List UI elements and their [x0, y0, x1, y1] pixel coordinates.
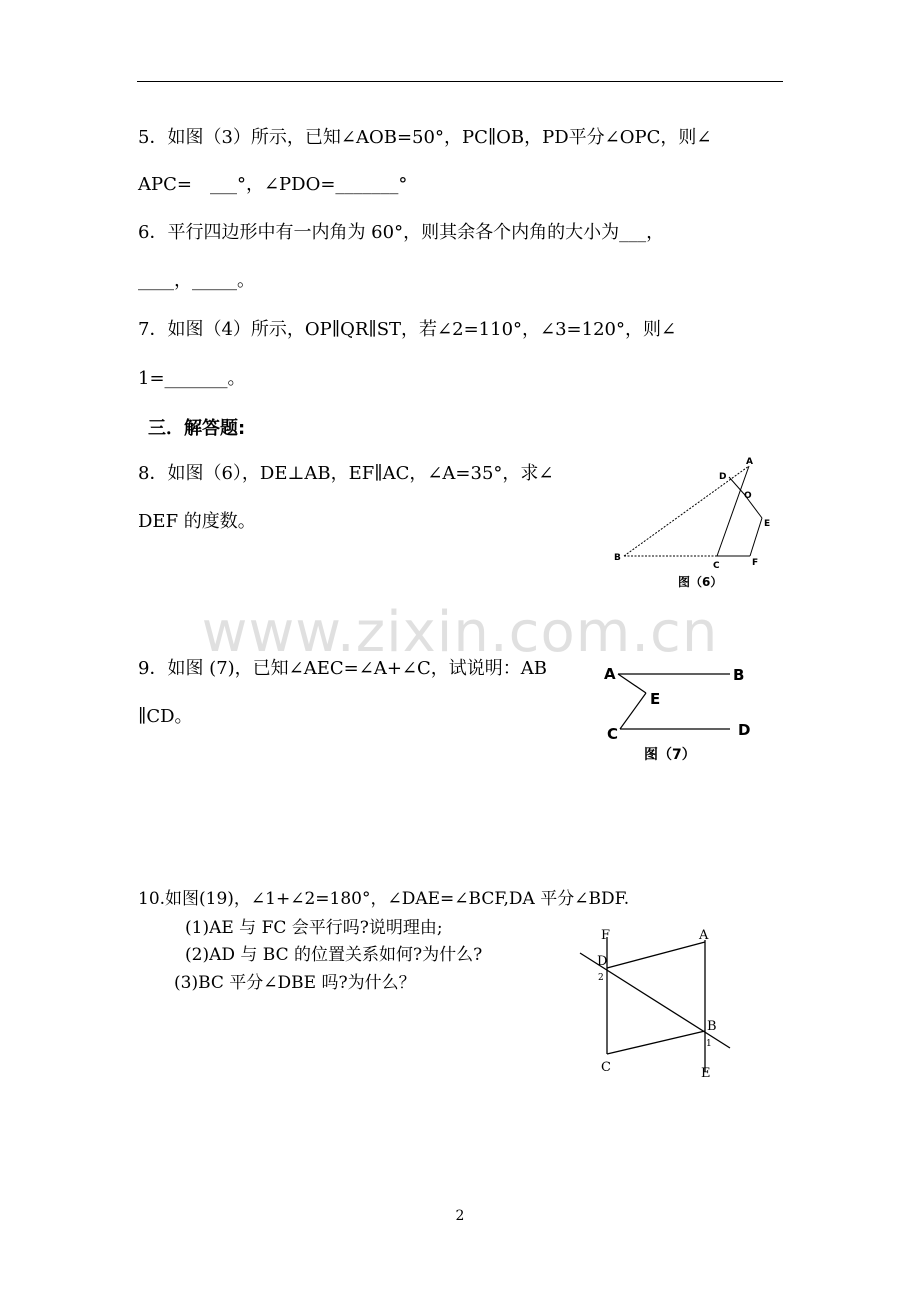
page-number: 2 — [455, 1208, 465, 1224]
fig7-label-e: E — [650, 690, 661, 708]
fig6-label-d: D — [719, 472, 727, 482]
fig19-label-e: E — [701, 1066, 711, 1081]
fig6-label-c: C — [713, 561, 720, 571]
q9-line2: ∥CD。 — [138, 706, 193, 727]
q6-line1: 6．平行四边形中有一内角为 60°，则其余各个内角的大小为___， — [138, 222, 665, 243]
fig19-label-c: C — [601, 1060, 611, 1075]
fig7-label-a: A — [604, 665, 616, 683]
fig19-label-1: 1 — [706, 1039, 712, 1049]
fig7-caption: 图（7） — [644, 747, 696, 763]
q9-line1: 9．如图 (7)，已知∠AEC=∠A+∠C，试说明：AB — [138, 658, 547, 679]
fig6-label-e: E — [764, 519, 771, 529]
fig19-label-d: D — [597, 954, 608, 969]
q10-line1: 10.如图(19)，∠1+∠2=180°，∠DAE=∠BCF,DA 平分∠BDF. — [138, 889, 630, 909]
fig7-label-c: C — [607, 725, 619, 743]
figure-7 — [598, 658, 763, 768]
fig7-label-b: B — [733, 666, 745, 684]
fig6-caption: 图（6） — [678, 575, 723, 589]
watermark: www.zixin.com.cn — [201, 600, 719, 665]
fig6-label-a: A — [746, 457, 753, 467]
fig19-label-f: F — [601, 928, 611, 943]
fig19-label-a: A — [699, 928, 709, 943]
q5-line2: APC= ___°，∠PDO=_______° — [138, 174, 408, 195]
section-title: 三．解答题: — [148, 418, 246, 439]
fig19-label-b: B — [707, 1019, 717, 1034]
figure-6 — [612, 452, 787, 592]
q5-line1: 5．如图（3）所示，已知∠AOB=50°，PC∥OB，PD平分∠OPC，则∠ — [138, 127, 712, 148]
fig6-label-b: B — [614, 553, 621, 563]
q10-sub1: (1)AE 与 FC 会平行吗?说明理由; — [185, 918, 443, 938]
q10-sub2: (2)AD 与 BC 的位置关系如何?为什么? — [185, 945, 483, 965]
q7-line2: 1=_______。 — [138, 368, 246, 389]
q8-line1: 8．如图（6），DE⊥AB，EF∥AC，∠A=35°，求∠ — [138, 463, 554, 484]
q7-line1: 7．如图（4）所示，OP∥QR∥ST，若∠2=110°，∠3=120°，则∠ — [138, 319, 677, 340]
q8-line2: DEF 的度数。 — [138, 511, 256, 532]
figure-19 — [575, 922, 740, 1082]
fig6-label-f: F — [752, 558, 759, 568]
fig6-label-o: O — [744, 491, 752, 501]
fig19-label-2: 2 — [598, 973, 604, 983]
fig7-label-d: D — [738, 721, 751, 739]
header-rule — [137, 81, 783, 82]
q6-line2: ____，_____。 — [138, 270, 255, 291]
q10-sub3: (3)BC 平分∠DBE 吗?为什么？ — [174, 973, 416, 993]
